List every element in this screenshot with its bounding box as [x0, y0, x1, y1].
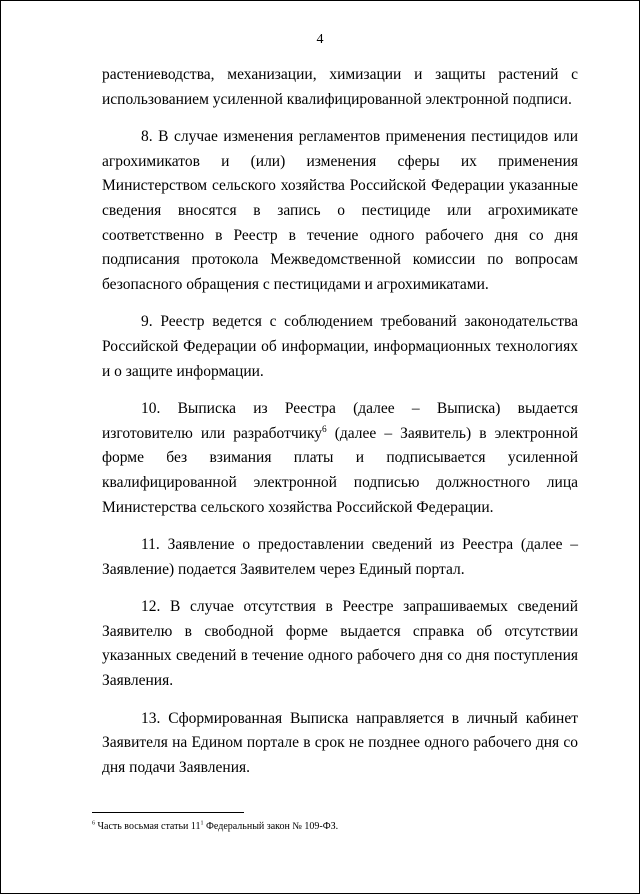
- footnote-text-before: Часть восьмая статьи 11: [95, 821, 201, 832]
- footnote-text-after: Федеральный закон № 109-ФЗ.: [203, 821, 339, 832]
- paragraph-12: 12. В случае отсутствия в Реестре запрашиваемых сведений Заявителю в свободной форме выдается справка об отсутствии указанных сведений в течение одного рабочего дня со дня поступления Заявления.: [102, 598, 578, 690]
- footnote-separator: [92, 812, 244, 813]
- page-number: 4: [316, 32, 324, 47]
- footnote-mark: 6: [92, 820, 95, 827]
- paragraph-13: 13. Сформированная Выписка направляется в личный кабинет Заявителя на Едином портале в срок не позднее одного рабочего дня со дня подачи Заявления.: [102, 709, 578, 776]
- document-body: [102, 63, 578, 793]
- paragraph-7-continuation: растениеводства, механизации, химизации и защиты растений с использованием усиленной квалифицированной электронной подписи.: [102, 66, 578, 108]
- paragraph-10-text-after: (далее – Заявитель) в электронной форме без взимания платы и подписывается усиленной квалифицированной электронной подписью должностного лица Министерства сельского хозяйства Российской Федерации.: [102, 424, 578, 516]
- paragraph-11: 11. Заявление о предоставлении сведений из Реестра (далее – Заявление) подается Заявителем через Единый портал.: [102, 536, 578, 578]
- paragraph-9: 9. Реестр ведется с соблюдением требований законодательства Российской Федерации об информации, информационных технологиях и о защите информации.: [102, 313, 578, 380]
- footnote: [92, 820, 338, 833]
- paragraph-10: [102, 397, 578, 520]
- footnote-article-sup: 1: [200, 820, 204, 827]
- paragraph-8: 8. В случае изменения регламентов применения пестицидов или агрохимикатов и (или) изменения сферы их применения Министерством сельского хозяйства Российской Федерации указанные сведения вносятся в запись о пестициде или агрохимикате соответственно в Реестр в течение одного рабочего дня со дня подписания протокола Межведомственной комиссии по вопросам безопасного обращения с пестицидами и агрохимикатами.: [102, 128, 578, 293]
- paragraph-10-text-before: 10. Выписка из Реестра (далее – Выписка) выдается изготовителю или разработчику: [102, 400, 578, 442]
- footnote-reference: 6: [322, 424, 327, 435]
